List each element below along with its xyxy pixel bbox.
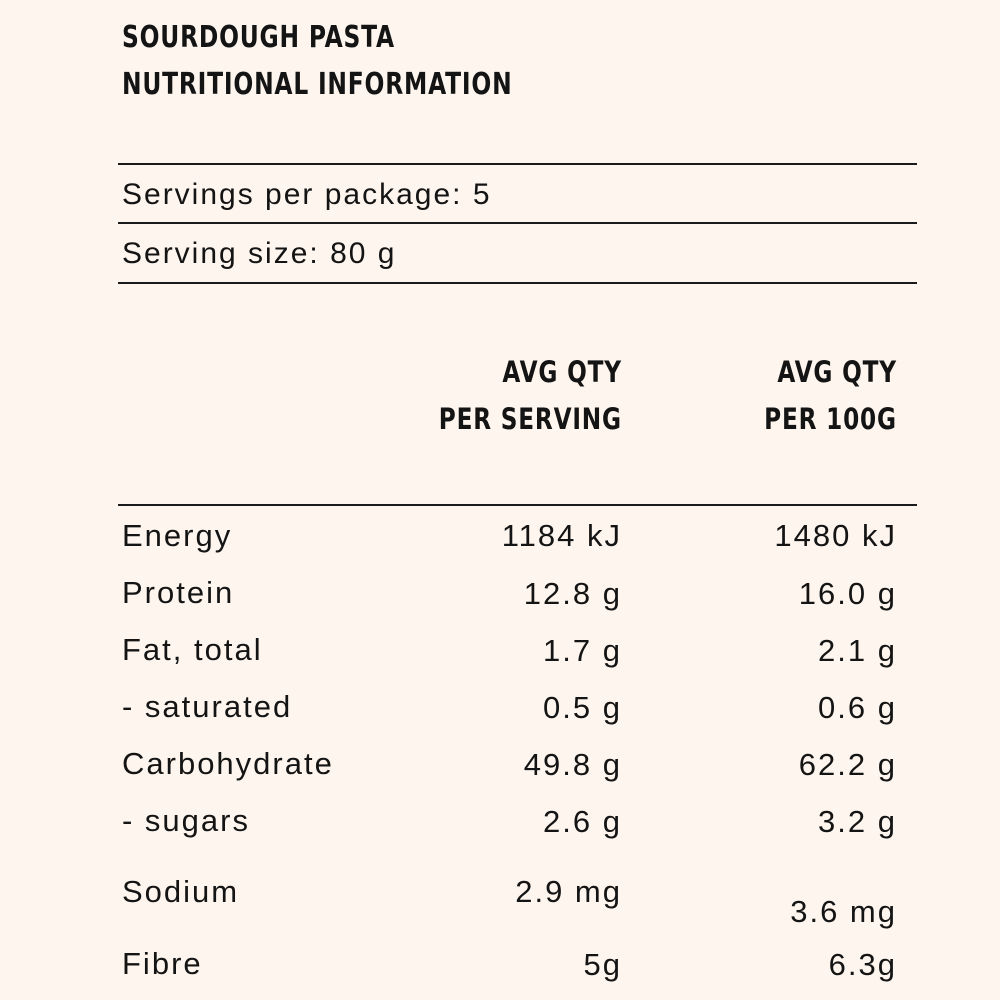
serving-size: Serving size: 80 g — [122, 237, 397, 270]
value-per-100g: 62.2 g — [798, 747, 897, 782]
divider-top — [118, 163, 917, 165]
value-per-serving: 1184 kJ — [501, 518, 622, 553]
divider-middle — [118, 222, 917, 224]
title-line-heading: NUTRITIONAL INFORMATION — [122, 67, 513, 102]
value-per-100g: 0.6 g — [818, 690, 897, 725]
nutrient-label: Energy — [122, 518, 233, 553]
value-per-serving: 49.8 g — [523, 747, 622, 782]
value-per-serving: 0.5 g — [543, 690, 622, 725]
column-header-line: PER SERVING — [438, 402, 622, 436]
nutrient-label: Fat, total — [122, 632, 263, 667]
column-header-line: AVG QTY — [777, 355, 897, 389]
divider-bottom — [118, 282, 917, 284]
column-header-per-serving — [439, 349, 622, 443]
nutrient-label: Fibre — [122, 946, 203, 981]
title-line-product: SOURDOUGH PASTA — [122, 20, 395, 55]
nutrient-label: - sugars — [122, 803, 250, 838]
nutrient-label: - saturated — [122, 689, 293, 724]
value-per-serving: 2.6 g — [543, 804, 622, 839]
column-header-per-100g — [764, 349, 897, 443]
value-per-100g: 2.1 g — [818, 633, 897, 668]
nutrient-label: Protein — [122, 575, 235, 610]
servings-per-package: Servings per package: 5 — [122, 178, 492, 211]
nutrient-label: Carbohydrate — [122, 746, 334, 781]
value-per-100g: 16.0 g — [798, 576, 897, 611]
page-title — [122, 14, 512, 108]
value-per-100g: 3.6 mg — [790, 894, 897, 929]
column-header-line: PER 100G — [764, 402, 897, 436]
nutrient-label: Sodium — [122, 874, 240, 909]
value-per-100g: 3.2 g — [818, 804, 897, 839]
table-divider — [118, 504, 917, 506]
value-per-serving: 2.9 mg — [515, 874, 622, 909]
value-per-serving: 1.7 g — [543, 633, 622, 668]
column-header-line: AVG QTY — [502, 355, 622, 389]
value-per-serving: 5g — [583, 947, 622, 982]
value-per-100g: 1480 kJ — [774, 518, 897, 553]
value-per-serving: 12.8 g — [523, 576, 622, 611]
value-per-100g: 6.3g — [828, 947, 897, 982]
